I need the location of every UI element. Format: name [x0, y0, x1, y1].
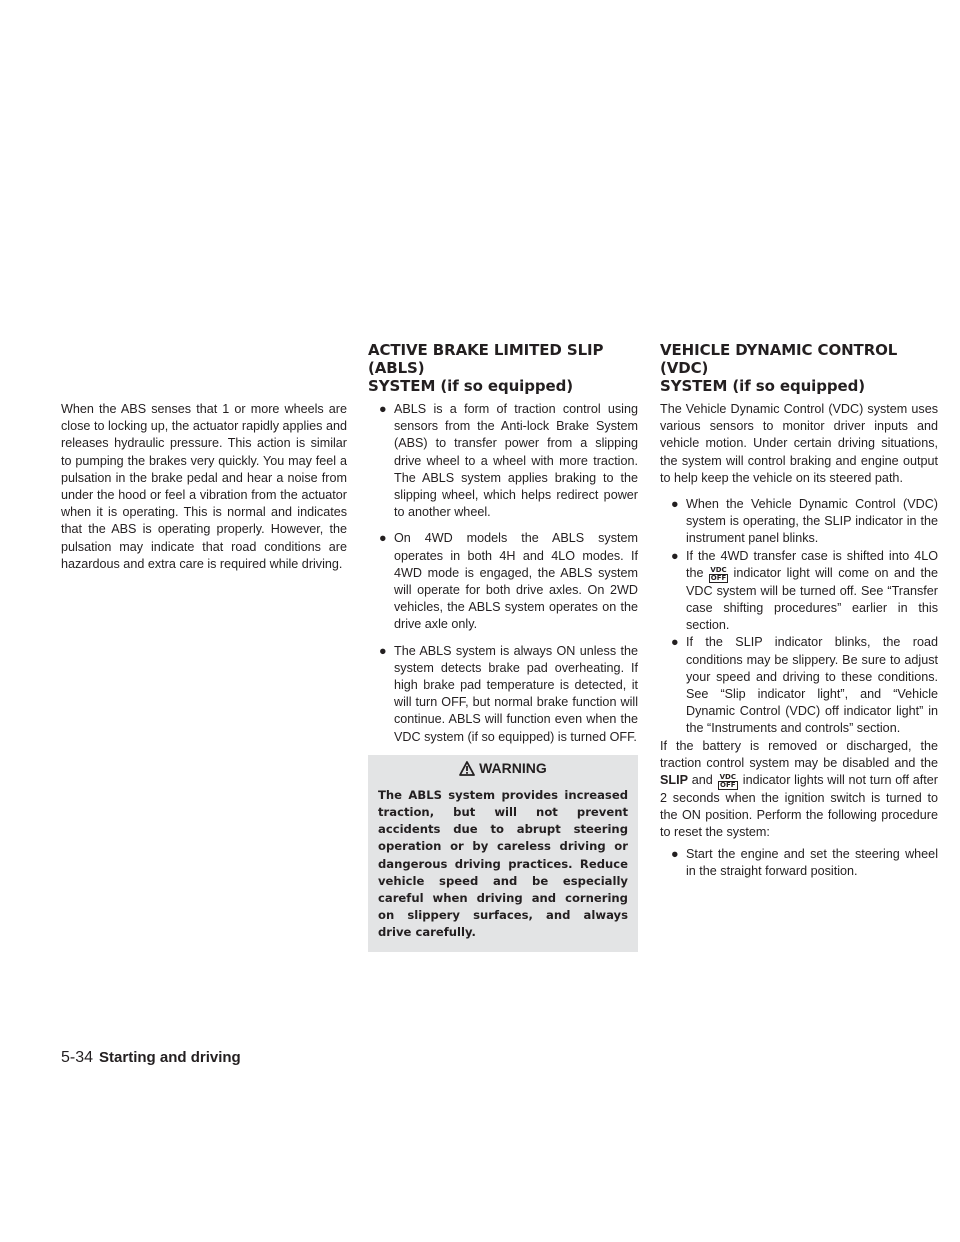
page-number: 5-34	[61, 1049, 94, 1066]
list-item: ● If the 4WD transfer case is shifted into 4LO the VDC OFF indicator light will come on and the VDC system will be turned off. See “Transfer case shifting procedures” earlier in this section.	[671, 548, 938, 633]
warning-text: The ABLS system provides increased traction, but will not prevent accidents due to abrupt steering operation or by careless driving or dangerous driving practices. Reduce vehicle speed and be especially careful when driving and cornering on slippery surfaces, and always drive carefully.	[378, 787, 628, 940]
list-item: ● ABLS is a form of traction control using sensors from the Anti-lock Brake System (ABS) to transfer power from a slipping drive wheel to a wheel with more traction. The ABLS system applies braking to the slipping wheel, which helps redirect power to another wheel.	[379, 402, 638, 520]
list-item: ● When the Vehicle Dynamic Control (VDC) system is operating, the SLIP indicator in the instrument panel blinks.	[671, 497, 938, 546]
footer-section-title: Starting and driving	[99, 1049, 241, 1066]
list-item: ● If the SLIP indicator blinks, the road conditions may be slippery. Be sure to adjust your speed and driving to these conditions. See “Slip indicator light”, and “Vehicle Dynamic Control (VDC) off indicator light” in the “Instruments and controls” section.	[671, 635, 938, 736]
page-footer	[61, 1049, 241, 1067]
vdc-heading-line2: SYSTEM (if so equipped)	[660, 377, 865, 395]
warning-title: WARNING	[479, 759, 547, 776]
abls-heading-line1: ACTIVE BRAKE LIMITED SLIP (ABLS)	[368, 341, 604, 377]
abls-bullet-list	[368, 401, 638, 746]
list-item: ● The ABLS system is always ON unless the system detects brake pad overheating. If high brake pad temperature is detected, it will turn OFF, but normal brake function will continue. ABLS will function even when the VDC system (if so equipped) is turned OFF.	[379, 643, 638, 744]
bullet-icon: ●	[671, 846, 679, 861]
bullet-icon: ●	[671, 635, 679, 650]
vdc-off-indicator-icon: VDC OFF	[719, 773, 736, 790]
vdc-column	[660, 341, 938, 880]
warning-header	[378, 755, 628, 787]
vdc-battery-paragraph: If the battery is removed or discharged, the traction control system may be disabled and the SLIP and VDC OFF indicator lights will not turn off after 2 seconds when the ignition switch is turned to the ON position. Perform the following procedure to reset the system:	[660, 738, 939, 840]
list-item: ● Start the engine and set the steering wheel in the straight forward position.	[671, 846, 938, 878]
vdc-heading-line1: VEHICLE DYNAMIC CONTROL (VDC)	[660, 341, 898, 377]
vdc-bullet-list	[660, 496, 938, 738]
slip-label: SLIP	[660, 773, 688, 788]
abls-heading	[368, 341, 638, 401]
bullet-icon: ●	[671, 548, 679, 563]
bullet-icon: ●	[379, 531, 387, 546]
abls-heading-line2: SYSTEM (if so equipped)	[368, 377, 573, 395]
vdc-intro: The Vehicle Dynamic Control (VDC) system uses various sensors to monitor driver inputs and vehicle motion. Under certain driving situations, the system will control braking and engine output to help keep the vehicle on its steered path.	[660, 402, 938, 485]
abls-column	[368, 341, 638, 952]
warning-box	[368, 755, 638, 952]
bullet-icon: ●	[379, 402, 387, 416]
warning-triangle-icon	[459, 761, 475, 776]
bullet-icon: ●	[379, 643, 387, 658]
bullet-icon: ●	[671, 497, 679, 512]
abs-paragraph: When the ABS senses that 1 or more wheels are close to locking up, the actuator rapidly applies and releases hydraulic pressure. This action is similar to pumping the brakes very quickly. You may feel a pulsation in the brake pedal and hear a noise from under the hood or feel a vibration from the actuator when it is operating. This is normal and indicates that the ABS is operating properly. However, the pulsation may indicate that road conditions are hazardous and extra care is required while driving.	[61, 402, 347, 571]
vdc-off-indicator-icon: VDC OFF	[710, 565, 727, 582]
vdc-heading	[660, 341, 938, 401]
abs-paragraph-column	[61, 401, 347, 573]
list-item: ● On 4WD models the ABLS system operates in both 4H and 4LO modes. If 4WD mode is engaged, the ABLS system will operate for both drive axles. On 2WD vehicles, the ABLS system operates on the drive axle only.	[379, 531, 638, 632]
